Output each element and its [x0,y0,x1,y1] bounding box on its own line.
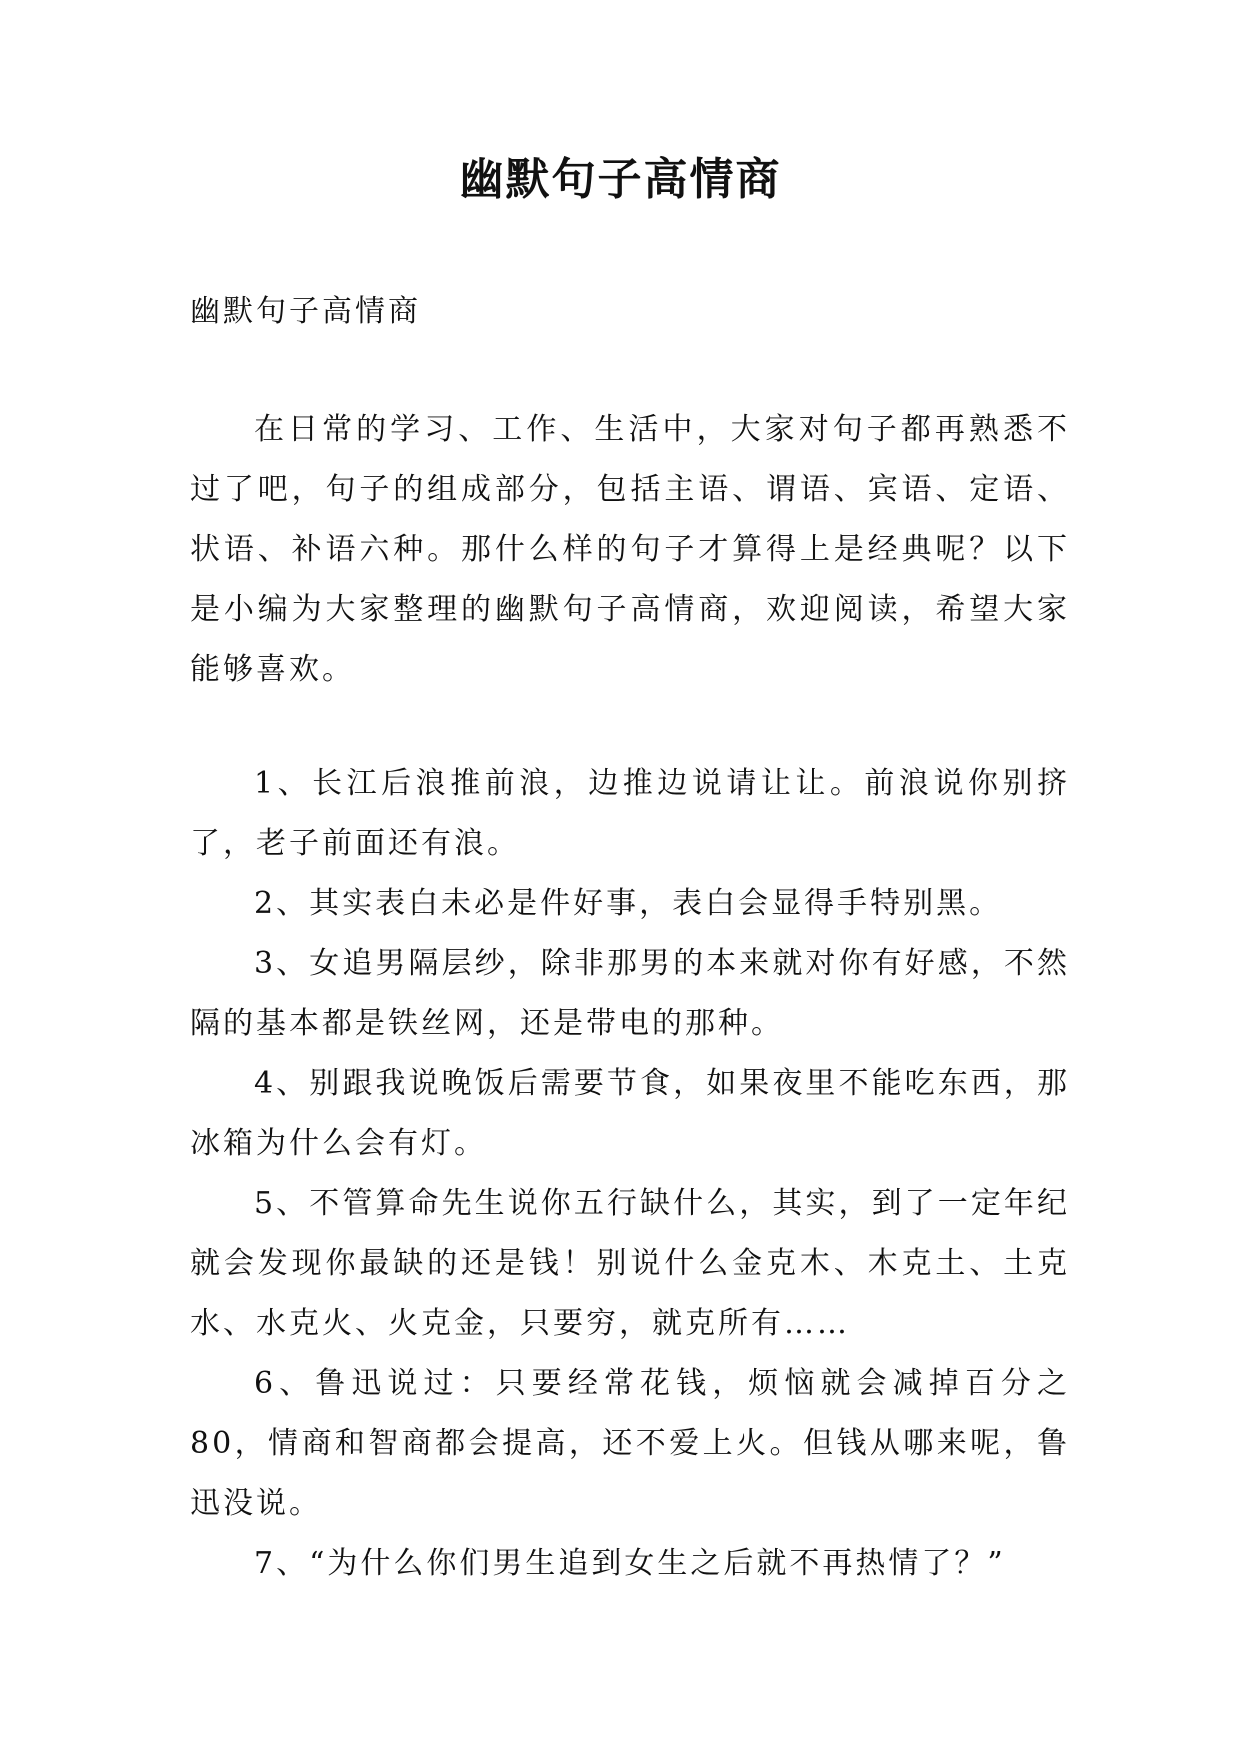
intro-paragraph: 在日常的学习、工作、生活中，大家对句子都再熟悉不过了吧，句子的组成部分，包括主语、谓语、宾语、定语、状语、补语六种。那什么样的句子才算得上是经典呢？以下是小编为大家整理的幽默句子高情商，欢迎阅读，希望大家能够喜欢。 [190,412,1070,687]
jokes-list [190,754,1070,1594]
list-item: 7、“为什么你们男生追到女生之后就不再热情了？” [254,1546,1006,1581]
list-item: 4、别跟我说晚饭后需要节食，如果夜里不能吃东西，那冰箱为什么会有灯。 [190,1066,1070,1161]
list-item: 5、不管算命先生说你五行缺什么，其实，到了一定年纪就会发现你最缺的还是钱！别说什么金克木、木克土、土克水、水克火、火克金，只要穷，就克所有…… [190,1186,1070,1341]
document-subtitle: 幽默句子高情商 [190,294,421,329]
list-item: 1、长江后浪推前浪，边推边说请让让。前浪说你别挤了，老子前面还有浪。 [190,766,1070,861]
list-item: 2、其实表白未必是件好事，表白会显得手特别黑。 [254,886,1003,921]
document-title: 幽默句子高情商 [459,154,782,205]
intro-section [190,400,1070,700]
list-item: 6、鲁迅说过：只要经常花钱，烦恼就会减掉百分之80，情商和智商都会提高，还不爱上火。但钱从哪来呢，鲁迅没说。 [190,1366,1070,1521]
list-item: 3、女追男隔层纱，除非那男的本来就对你有好感，不然隔的基本都是铁丝网，还是带电的那种。 [190,946,1070,1041]
